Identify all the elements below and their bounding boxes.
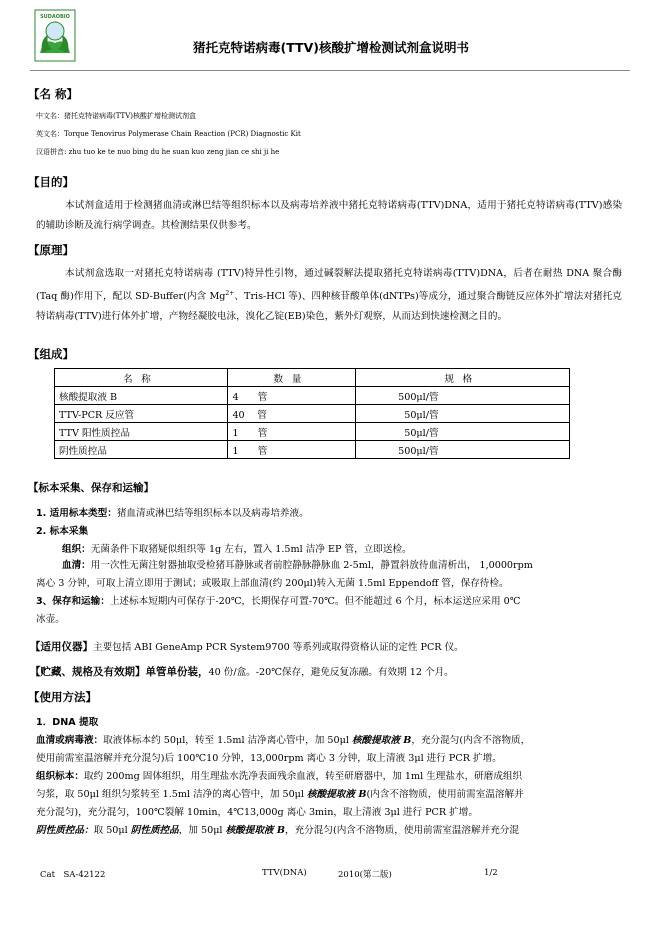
tissue-sample-line-2 (36, 786, 524, 800)
cell-spec: 50μl/管 (356, 423, 570, 441)
item-text: 猪血清或淋巴结等组织标本以及病毒培养液。 (116, 508, 309, 519)
serum-line-1 (36, 732, 530, 746)
table-row (55, 405, 570, 423)
serum-text-2: ，充分混匀(内含不溶物质， (411, 735, 531, 746)
item-text: 上述标本短期内可保存于-20℃，长期保存可置-70℃。但不能超过 6 个月，标本运送应采用 0℃ (109, 596, 521, 607)
cell-name: 核酸提取液 B (55, 387, 228, 405)
item-label: 3、保存和运输： (36, 596, 110, 607)
heading-name: 【名 称】 (28, 87, 79, 101)
heading-sampling: 【标本采集、保存和运输】 (28, 482, 154, 494)
storage-transport-line-2: 冰壶。 (36, 614, 65, 625)
purpose-body: 本试剂盒适用于检测猪血清或淋巴结等组织标本以及病毒培养液中猪托克特诺病毒(TTV)DNA，适用于猪托克特诺病毒(TTV)感染的辅助诊断及流行病学调查。其检测结果仅供参考。 (36, 200, 622, 231)
blood-text-1: 用一次性无菌注射器抽取受检猪耳静脉或者前腔静脉静脉血 2-5ml，静置斜放待血清析出， 1,0000rpm (90, 560, 533, 571)
cell-qty: 1 管 (228, 423, 356, 441)
step-dna-extraction: 1．DNA 提取 (36, 717, 99, 728)
serum-line-2: 使用前需室温溶解并充分混匀)后 100℃10 分钟，13,000rpm 离心 3 分钟，取上清液 3μl 进行 PCR 扩增。 (36, 753, 502, 764)
instrument-line (30, 639, 464, 654)
logo-text: SUDAOBIO (40, 14, 70, 20)
cell-qty: 40 管 (228, 405, 356, 423)
footer-product: TTV(DNA) (262, 868, 307, 878)
heading-composition: 【组成】 (28, 347, 74, 361)
instrument-text: 主要包括 ABI GeneAmp PCR System9700 等系列或取得资格认证的定性 PCR 仪。 (93, 642, 464, 653)
control-label: 阴性质控品： (36, 825, 94, 836)
control-text-2: ，加 50μl (178, 825, 226, 836)
storage-transport-line-1 (36, 593, 520, 607)
composition-table (54, 368, 570, 459)
col-header-name: 名称 (55, 369, 228, 387)
tissue-line (62, 541, 412, 555)
sampling-item-2 (36, 523, 88, 537)
serum-label: 血清或病毒液： (36, 735, 104, 746)
cell-spec: 500μl/管 (356, 441, 570, 459)
table-row (55, 423, 570, 441)
english-name: 英文名：Torque Tenovirus Polymerase Chain Reaction (PCR) Diagnostic Kit (36, 130, 301, 138)
cell-spec: 50μl/管 (356, 405, 570, 423)
superscript: 2+ (225, 290, 235, 297)
reagent-b: 核酸提取液 B (351, 735, 412, 746)
control-text: 取 50μl (93, 825, 131, 836)
control-line (36, 822, 519, 836)
tissue-text: 无菌条件下取猪疑似组织等 1g 左右，置入 1.5ml 洁净 EP 管，立即送检。 (90, 544, 412, 555)
tissue-sample-line-1 (36, 768, 522, 782)
footer-cat: Cat SA-42122 (40, 870, 106, 880)
control-name: 阴性质控品 (130, 825, 179, 836)
col-header-spec: 规格 (356, 369, 570, 387)
heading-usage: 【使用方法】 (28, 690, 97, 704)
tissue-sample-line-3: 充分混匀)，充分混匀，100℃裂解 10min，4℃13,000g 离心 3min，取上清液 3μl 进行 PCR 扩增。 (36, 807, 478, 818)
heading-instrument: 【适用仪器】 (30, 641, 93, 653)
blood-line-1 (62, 557, 533, 571)
footer-edition: 2010(第二版) (338, 870, 392, 880)
tissue-sample-label: 组织标本： (36, 771, 84, 782)
storage-line (30, 664, 454, 679)
cell-name: 阴性质控品 (55, 441, 228, 459)
item-label: 2. 标本采集 (36, 526, 89, 537)
page-title: 猪托克特诺病毒(TTV)核酸扩增检测试剂盒说明书 (193, 40, 469, 55)
serum-text: 取液体标本约 50μl，转至 1.5ml 洁净离心管中，加 50μl (103, 735, 352, 746)
item-label: 1. 适用标本类型： (36, 508, 117, 519)
footer-page: 1/2 (484, 868, 498, 878)
heading-storage: 【贮藏、规格及有效期】单管单份装， (30, 666, 209, 678)
sampling-item-1 (36, 505, 309, 519)
cell-qty: 4 管 (228, 387, 356, 405)
cell-name: TTV-PCR 反应管 (55, 405, 228, 423)
heading-principle: 【原理】 (28, 243, 74, 257)
tissue-sample-text: 取约 200mg 固体组织，用生理盐水洗净表面残余血液，转至研磨器中，加 1ml 生理盐水，研磨成组织 (83, 771, 523, 782)
reagent-b: 核酸提取液 B (307, 789, 367, 800)
purpose-text (36, 196, 622, 236)
tissue-label: 组织： (62, 544, 91, 555)
col-header-qty: 数量 (228, 369, 356, 387)
table-header-row (55, 369, 570, 387)
storage-text: 40 份/盒。-20℃保存，避免反复冻融。有效期 12 个月。 (208, 667, 454, 678)
tissue-sample-text-2: 匀浆，取 50μl 组织匀浆转至 1.5ml 洁净的离心管中，加 50μl (36, 789, 308, 800)
control-text-3: ，充分混匀(内含不溶物质，使用前需室温溶解并充分混 (284, 825, 519, 836)
cell-spec: 500μl/管 (356, 387, 570, 405)
blood-line-2: 离心 3 分钟，可取上清立即用于测试；或吸取上部血清(约 200μl)转入无菌 1.5ml Eppendoff 管，保存待检。 (36, 578, 509, 589)
table-row (55, 387, 570, 405)
heading-purpose: 【目的】 (28, 175, 74, 189)
principle-body-2: 、Tris-HCl 等)、四种核苷酸单体(dNTPs)等成分，通过聚合酶链反应体外扩增法对猪托克特诺病毒(TTV)进行体外扩增，产物经凝胶电泳，溴化乙锭(EB)染色，紫外灯观察，从而达到快速检测之目的。 (36, 291, 622, 323)
reagent-b: 核酸提取液 B (225, 825, 285, 836)
pinyin-name: 汉语拼音: zhu tuo ke te nuo bing du he suan kuo zeng jian ce shi ji he (36, 148, 280, 156)
blood-label: 血清： (62, 560, 91, 571)
principle-body-1: 本试剂盒选取一对猪托克特诺病毒 (TTV)特异性引物，通过碱裂解法提取猪托克特诺病毒(TTV)DNA，后者在耐热 DNA 聚合酶(Taq 酶)作用下，配以 SD-Buffer(内含 Mg (36, 268, 622, 303)
table-row (55, 441, 570, 459)
cell-qty: 1 管 (228, 441, 356, 459)
cell-name: TTV 阳性质控品 (55, 423, 228, 441)
header-divider (30, 70, 630, 71)
tissue-sample-text-3: (内含不溶物质，使用前需室温溶解并 (366, 789, 524, 800)
chinese-name: 中文名：猪托克特诺病毒(TTV)核酸扩增检测试剂盒 (36, 112, 196, 120)
principle-text (36, 264, 622, 327)
